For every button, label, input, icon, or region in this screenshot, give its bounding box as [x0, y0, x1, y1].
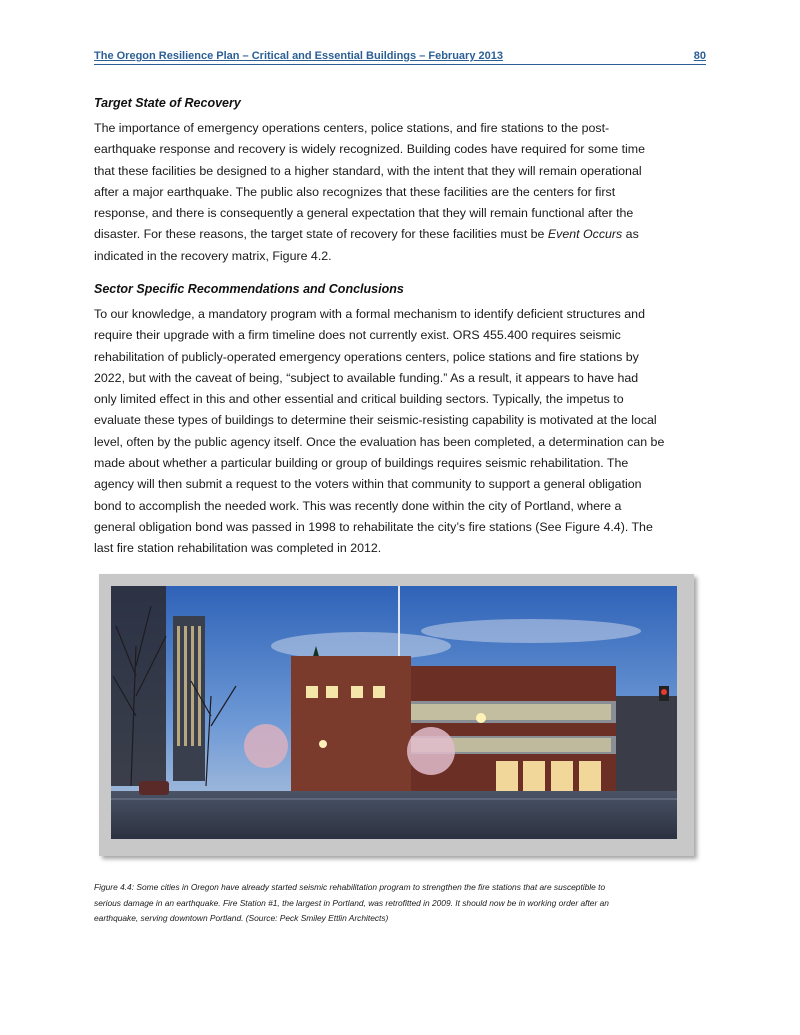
caption-line: earthquake, serving downtown Portland. (Source: Peck Smiley Ettlin Architects) — [94, 913, 389, 923]
text-line: 2022, but with the caveat of being, “subject to available funding.” As a result, it appears to have had — [94, 370, 639, 385]
text-line: bond to accomplish the needed work. This was recently done within the city of Portland, where a — [94, 498, 622, 513]
text-line: agency will then submit a request to the voters within that community to support a general obligation — [94, 477, 642, 492]
text-line: To our knowledge, a mandatory program with a formal mechanism to identify deficient structures and — [94, 307, 645, 321]
page-header — [94, 48, 706, 65]
paragraph-recommendations — [94, 304, 706, 560]
page-number: 80 — [693, 50, 706, 62]
text-line: response, and there is consequently a general expectation that they will remain functional after the — [94, 206, 634, 221]
text-line: level, often by the public agency itself. Once the evaluation has been completed, a determination can be — [94, 434, 665, 449]
paragraph-target-state — [94, 118, 706, 267]
text-line: indicated in the recovery matrix, Figure 4.2. — [94, 248, 332, 263]
section-heading-target-state: Target State of Recovery — [94, 96, 241, 110]
italic-term: Event Occurs — [547, 227, 623, 242]
figure-photo-frame — [99, 574, 694, 856]
text-line: last fire station rehabilitation was completed in 2012. — [94, 541, 382, 556]
figure-caption — [94, 880, 714, 927]
text-line: general obligation bond was passed in 1998 to rehabilitate the city’s fire stations (See Figure 4.4). The — [94, 519, 653, 534]
text-line: that these facilities be designed to a higher standard, with the intent that they will remain operational — [94, 163, 642, 178]
text-run: as — [622, 227, 639, 242]
text-line: earthquake response and recovery is widely recognized. Building codes have required for some time — [94, 142, 645, 157]
text-line — [94, 224, 706, 245]
text-line: after a major earthquake. The public also recognizes that these facilities are the centers for first — [94, 184, 616, 199]
text-line: only limited effect in this and other essential and critical building sectors. Typically, the impetus to — [94, 392, 624, 407]
caption-line: Figure 4.4: Some cities in Oregon have already started seismic rehabilitation program to strengthen the fire stations that are susceptible to — [94, 882, 606, 892]
caption-line: serious damage in an earthquake. Fire Station #1, the largest in Portland, was retrofitted in 2009. It should now be in working order after an — [94, 897, 609, 908]
document-title: The Oregon Resilience Plan – Critical and Essential Buildings – February 2013 — [94, 50, 503, 62]
text-line: made about whether a particular building or group of buildings requires seismic rehabilitation. The — [94, 456, 629, 471]
section-heading-recommendations: Sector Specific Recommendations and Conclusions — [94, 282, 404, 296]
text-line: evaluate these types of buildings to determine their seismic-resisting capability is motivated at the local — [94, 413, 657, 428]
text-line: require their upgrade with a firm timeline does not currently exist. ORS 455.400 requires seismic — [94, 328, 621, 343]
text-run: disaster. For these reasons, the target state of recovery for these facilities must be — [94, 227, 548, 242]
text-line: The importance of emergency operations centers, police stations, and fire stations to the post- — [94, 121, 610, 135]
text-line: rehabilitation of publicly-operated emergency operations centers, police stations and fire stations by — [94, 349, 639, 364]
fire-station-photo — [111, 586, 677, 839]
